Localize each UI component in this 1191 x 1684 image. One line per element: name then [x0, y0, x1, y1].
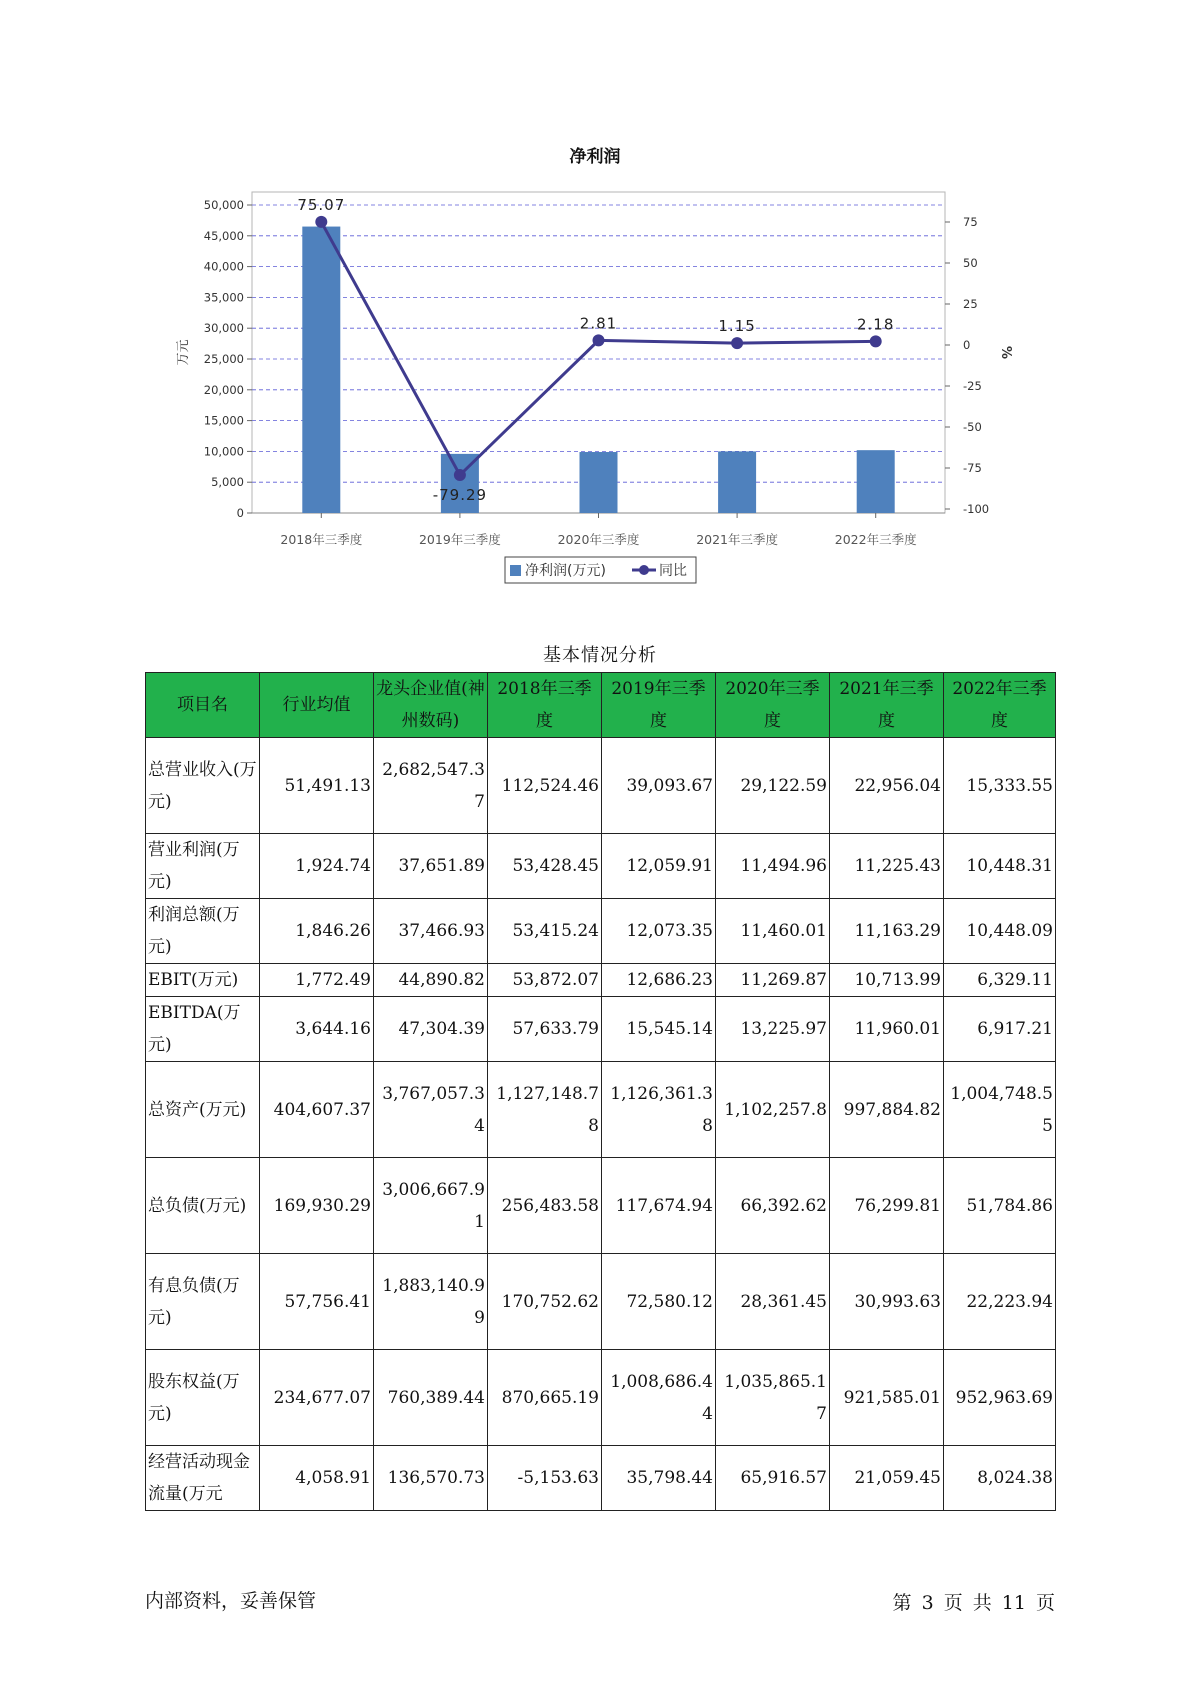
table-cell: 29,122.59: [716, 738, 830, 834]
footer-note: 内部资料，妥善保管: [145, 1590, 317, 1612]
table-cell: 66,392.62: [716, 1158, 830, 1254]
net-profit-chart: [0, 0, 1191, 600]
table-cell: 169,930.29: [260, 1158, 374, 1254]
x-tick-label: 2018年三季度: [280, 532, 363, 547]
table-cell: 39,093.67: [602, 738, 716, 834]
yoy-point: [454, 469, 466, 481]
table-cell: 65,916.57: [716, 1446, 830, 1511]
y-tick-label: 10,000: [203, 444, 244, 459]
table-cell: 12,073.35: [602, 899, 716, 964]
y-tick-label: 25,000: [203, 352, 244, 366]
table-cell: 47,304.39: [374, 997, 488, 1062]
table-cell: 170,752.62: [488, 1254, 602, 1350]
table-cell: -5,153.63: [488, 1446, 602, 1511]
table-cell: 3,644.16: [260, 997, 374, 1062]
bar: [302, 227, 340, 513]
bar: [580, 452, 618, 513]
table-cell: 22,223.94: [944, 1254, 1056, 1350]
table-row: [146, 1158, 1056, 1254]
table-cell: 57,756.41: [260, 1254, 374, 1350]
data-label: 1.15: [718, 317, 756, 336]
table-cell: 3,006,667.91: [374, 1158, 488, 1254]
data-label: 75.07: [297, 195, 346, 214]
table-cell: 1,126,361.38: [602, 1062, 716, 1158]
table-row: [146, 964, 1056, 997]
row-label-cell: EBITDA(万元): [146, 997, 260, 1062]
y2-tick-label: -25: [963, 379, 982, 393]
table-header-row: [146, 673, 1056, 738]
table-cell: 6,329.11: [944, 964, 1056, 997]
table-row: [146, 1350, 1056, 1446]
table-cell: 1,127,148.78: [488, 1062, 602, 1158]
data-label: -79.29: [432, 486, 488, 505]
table-cell: 6,917.21: [944, 997, 1056, 1062]
table-cell: 1,924.74: [260, 834, 374, 899]
basic-situation-table: [145, 672, 1056, 1511]
y-tick-label: 15,000: [203, 413, 244, 428]
table-cell: 11,460.01: [716, 899, 830, 964]
table-header-cell: 2018年三季度: [488, 673, 602, 738]
table-cell: 57,633.79: [488, 997, 602, 1062]
table-cell: 51,491.13: [260, 738, 374, 834]
table-cell: 952,963.69: [944, 1350, 1056, 1446]
y2-tick-label: -100: [963, 502, 990, 516]
row-label-cell: 经营活动现金流量(万元: [146, 1446, 260, 1511]
table-cell: 1,846.26: [260, 899, 374, 964]
table-cell: 15,333.55: [944, 738, 1056, 834]
table-caption: 基本情况分析: [543, 645, 657, 666]
table-cell: 11,960.01: [830, 997, 944, 1062]
table-row: [146, 1254, 1056, 1350]
table-cell: 12,686.23: [602, 964, 716, 997]
table-cell: 10,448.31: [944, 834, 1056, 899]
y2-tick-label: 50: [963, 256, 978, 270]
table-cell: 3,767,057.34: [374, 1062, 488, 1158]
table-cell: 44,890.82: [374, 964, 488, 997]
table-header-cell: 2022年三季度: [944, 673, 1056, 738]
data-label: 2.81: [579, 314, 618, 333]
table-row: [146, 997, 1056, 1062]
table-cell: 76,299.81: [830, 1158, 944, 1254]
table-cell: 72,580.12: [602, 1254, 716, 1350]
yoy-line: [321, 222, 875, 475]
legend-bar-label: 净利润(万元): [525, 563, 606, 579]
table-cell: 21,059.45: [830, 1446, 944, 1511]
table-cell: 30,993.63: [830, 1254, 944, 1350]
table-cell: 10,448.09: [944, 899, 1056, 964]
table-cell: 1,772.49: [260, 964, 374, 997]
table-cell: 136,570.73: [374, 1446, 488, 1511]
table-cell: 112,524.46: [488, 738, 602, 834]
x-tick-label: 2020年三季度: [557, 532, 640, 547]
table-row: [146, 738, 1056, 834]
table-row: [146, 899, 1056, 964]
table-cell: 15,545.14: [602, 997, 716, 1062]
row-label-cell: 有息负债(万元): [146, 1254, 260, 1350]
table-cell: 53,415.24: [488, 899, 602, 964]
table-cell: 921,585.01: [830, 1350, 944, 1446]
legend-line-marker: [639, 565, 649, 575]
table-cell: 11,163.29: [830, 899, 944, 964]
table-row: [146, 1062, 1056, 1158]
row-label-cell: 总营业收入(万元): [146, 738, 260, 834]
table-cell: 4,058.91: [260, 1446, 374, 1511]
row-label-cell: 利润总额(万元): [146, 899, 260, 964]
table-row: [146, 834, 1056, 899]
table-cell: 8,024.38: [944, 1446, 1056, 1511]
table-cell: 1,102,257.8: [716, 1062, 830, 1158]
table-cell: 1,883,140.99: [374, 1254, 488, 1350]
row-label-cell: 营业利润(万元): [146, 834, 260, 899]
table-header-cell: 行业均值: [260, 673, 374, 738]
legend-line-label: 同比: [659, 563, 687, 579]
table-cell: 12,059.91: [602, 834, 716, 899]
y-tick-label: 30,000: [203, 321, 244, 336]
table-cell: 37,466.93: [374, 899, 488, 964]
yoy-point: [315, 216, 327, 228]
yoy-point: [731, 337, 743, 349]
row-label-cell: 总负债(万元): [146, 1158, 260, 1254]
table-row: [146, 1446, 1056, 1511]
table-cell: 35,798.44: [602, 1446, 716, 1511]
table-cell: 13,225.97: [716, 997, 830, 1062]
x-tick-label: 2019年三季度: [418, 532, 501, 547]
y2-tick-label: -50: [963, 420, 982, 434]
table-cell: 1,004,748.55: [944, 1062, 1056, 1158]
table-cell: 117,674.94: [602, 1158, 716, 1254]
table-cell: 760,389.44: [374, 1350, 488, 1446]
table-header-cell: 龙头企业值(神州数码): [374, 673, 488, 738]
table-cell: 11,225.43: [830, 834, 944, 899]
yoy-point: [593, 334, 605, 346]
table-cell: 234,677.07: [260, 1350, 374, 1446]
y2-axis-label: %: [998, 345, 1013, 360]
y-tick-label: 40,000: [203, 259, 244, 274]
y-tick-label: 50,000: [203, 198, 244, 212]
x-tick-label: 2021年三季度: [696, 532, 779, 547]
y-tick-label: 45,000: [203, 228, 244, 243]
table-header-cell: 2019年三季度: [602, 673, 716, 738]
row-label-cell: 总资产(万元): [146, 1062, 260, 1158]
y2-tick-label: 0: [963, 338, 971, 352]
table-header-cell: 2021年三季度: [830, 673, 944, 738]
table-cell: 10,713.99: [830, 964, 944, 997]
y-tick-label: 0: [236, 506, 244, 520]
table-cell: 11,494.96: [716, 834, 830, 899]
table-cell: 53,872.07: [488, 964, 602, 997]
y2-tick-label: 75: [963, 215, 978, 229]
y-tick-label: 20,000: [203, 382, 244, 397]
table-cell: 1,035,865.17: [716, 1350, 830, 1446]
table-cell: 28,361.45: [716, 1254, 830, 1350]
y2-tick-label: -75: [963, 461, 982, 475]
y-tick-label: 5,000: [211, 475, 244, 490]
row-label-cell: 股东权益(万元): [146, 1350, 260, 1446]
table-cell: 1,008,686.44: [602, 1350, 716, 1446]
table-cell: 22,956.04: [830, 738, 944, 834]
table-cell: 11,269.87: [716, 964, 830, 997]
bar: [857, 450, 895, 513]
table-cell: 404,607.37: [260, 1062, 374, 1158]
y2-tick-label: 25: [963, 297, 978, 311]
legend-bar-swatch: [510, 565, 521, 576]
row-label-cell: EBIT(万元): [146, 964, 260, 997]
chart-title: 净利润: [569, 147, 621, 167]
y-axis-label: 万元: [176, 339, 191, 366]
y-tick-label: 35,000: [203, 290, 244, 305]
table-header-cell: 项目名: [146, 673, 260, 738]
table-cell: 997,884.82: [830, 1062, 944, 1158]
data-label: 2.18: [856, 315, 895, 334]
yoy-point: [870, 335, 882, 347]
table-cell: 870,665.19: [488, 1350, 602, 1446]
table-cell: 2,682,547.37: [374, 738, 488, 834]
x-tick-label: 2022年三季度: [834, 532, 917, 547]
table-header-cell: 2020年三季度: [716, 673, 830, 738]
table-cell: 51,784.86: [944, 1158, 1056, 1254]
page-number: 第 3 页 共 11 页: [892, 1592, 1055, 1614]
table-cell: 256,483.58: [488, 1158, 602, 1254]
bar: [718, 451, 756, 513]
table-cell: 37,651.89: [374, 834, 488, 899]
table-cell: 53,428.45: [488, 834, 602, 899]
